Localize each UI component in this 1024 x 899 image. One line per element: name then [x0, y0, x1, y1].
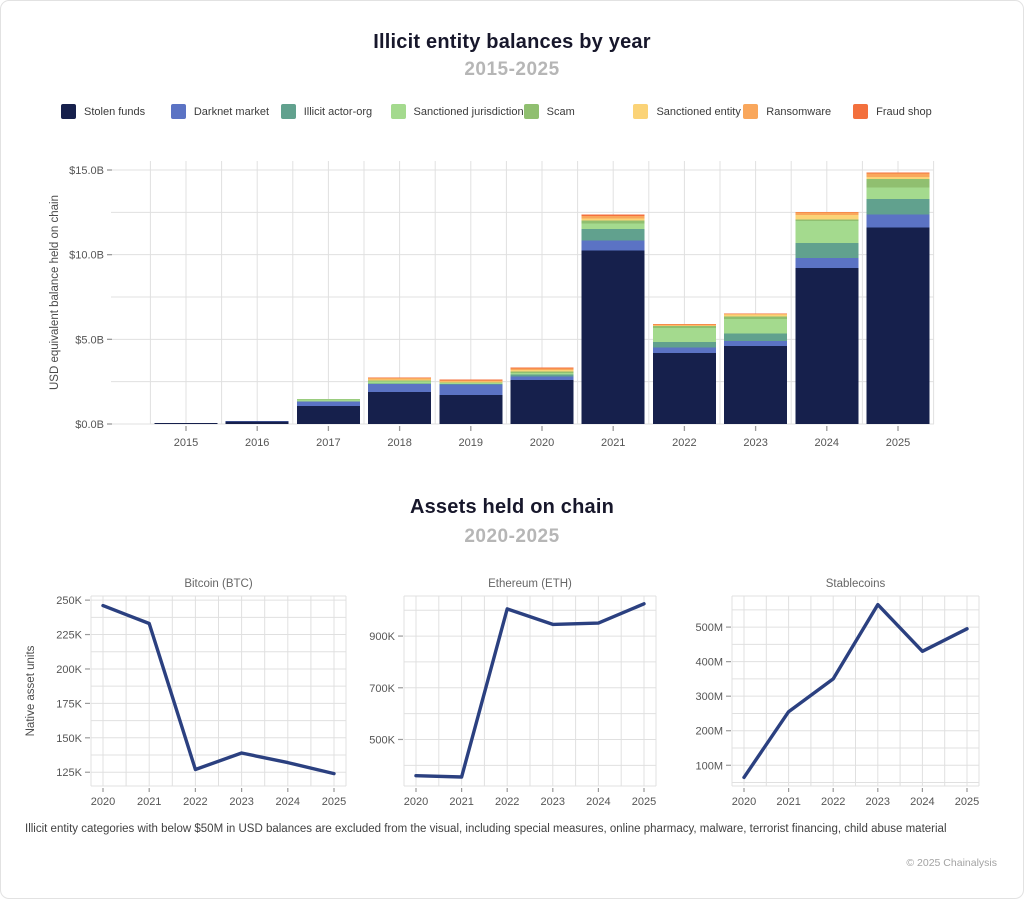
legend-label: Fraud shop: [876, 105, 932, 118]
bar-segment: [368, 377, 431, 378]
axes: [369, 631, 656, 808]
x-tick-label: 2016: [244, 437, 270, 449]
bar-segment: [368, 384, 431, 385]
legend-item: [281, 104, 391, 119]
x-tick-label: 2024: [586, 796, 611, 808]
bar-segment: [511, 375, 574, 377]
x-tick-label: 2024: [814, 437, 840, 449]
bar-segment: [795, 219, 858, 221]
legend-swatch: [61, 104, 76, 119]
y-tick-label: 900K: [369, 631, 395, 644]
x-tick-label: 2022: [183, 796, 208, 808]
bar-segment: [724, 314, 787, 315]
y-tick-label: 400M: [695, 656, 723, 669]
x-tick-label: 2022: [672, 437, 697, 449]
bar-segment: [439, 384, 502, 385]
bar-segment: [368, 380, 431, 381]
line-chart-ethereum-eth: [369, 578, 656, 808]
copyright: © 2025 Chainalysis: [906, 857, 997, 869]
gridlines: [732, 596, 979, 786]
legend-label: Darknet market: [193, 105, 270, 118]
bar-segment: [724, 334, 787, 341]
bar-segment: [653, 325, 716, 326]
legend-label: Stolen funds: [84, 105, 146, 118]
legend-item: [743, 104, 853, 119]
bar-segment: [511, 380, 574, 424]
x-tick-label: 2020: [403, 796, 429, 808]
chart-title: Ethereum (ETH): [488, 578, 572, 590]
y-tick-label: 175K: [56, 698, 82, 711]
asset-line-charts: [1, 571, 1023, 816]
y-tick-label: $15.0B: [69, 165, 104, 177]
bar-segment: [368, 392, 431, 424]
bar-segment: [867, 179, 930, 188]
bar-segment: [795, 243, 858, 258]
x-tick-label: 2015: [173, 437, 199, 449]
bar-segment: [795, 221, 858, 243]
bar-segment: [439, 395, 502, 424]
bar-segment: [653, 326, 716, 328]
bar-segment: [226, 421, 289, 422]
bar-segment: [795, 268, 858, 424]
legend-swatch: [633, 104, 648, 119]
y-tick-label: 500M: [695, 622, 723, 635]
assets-section-subtitle: 2020-2025: [464, 526, 560, 547]
legend-label: Sanctioned jurisdiction: [413, 105, 524, 118]
x-tick-label: 2024: [275, 796, 301, 808]
y-tick-label: 125K: [56, 767, 82, 780]
gridlines: [91, 596, 346, 786]
bar-segment: [867, 174, 930, 177]
x-tick-label: 2025: [885, 437, 911, 449]
legend-swatch: [391, 104, 406, 119]
x-tick-label: 2023: [865, 796, 891, 808]
x-tick-label: 2025: [631, 796, 657, 808]
y-tick-label: 100M: [695, 760, 723, 773]
y-tick-label: $0.0B: [75, 419, 104, 431]
bar-segment: [724, 316, 787, 319]
bar-segment: [724, 313, 787, 314]
bar-segment: [368, 384, 431, 392]
legend-item: [171, 104, 281, 119]
bar-segment: [582, 220, 645, 223]
x-tick-label: 2020: [731, 796, 757, 808]
bar-segment: [582, 240, 645, 250]
legend-item: [524, 104, 634, 119]
bar-segment: [653, 342, 716, 347]
gridlines: [404, 596, 656, 786]
x-tick-label: 2023: [540, 796, 566, 808]
x-tick-label: 2021: [136, 796, 162, 808]
x-tick-label: 2018: [387, 437, 412, 449]
x-tick-label: 2017: [316, 437, 341, 449]
y-tick-label: 200K: [56, 663, 82, 676]
bar-segment: [439, 382, 502, 383]
x-tick-label: 2021: [600, 437, 626, 449]
bar-segment: [368, 381, 431, 383]
bar-segment: [297, 399, 360, 400]
legend-label: Illicit actor-org: [303, 105, 373, 118]
bar-segment: [724, 315, 787, 317]
axes: [695, 622, 979, 808]
y-tick-label: $5.0B: [75, 334, 104, 347]
legend-swatch: [171, 104, 186, 119]
bar-segment: [724, 341, 787, 346]
stacked-bar-chart: [1, 141, 1023, 471]
y-tick-label: $10.0B: [69, 249, 104, 262]
x-tick-label: 2022: [820, 796, 846, 808]
assets-section-title: Assets held on chain: [409, 496, 615, 518]
legend-swatch: [743, 104, 758, 119]
bar-segment: [795, 213, 858, 216]
legend-item: [853, 104, 963, 119]
legend-swatch: [524, 104, 539, 119]
bar-segment: [297, 406, 360, 424]
x-tick-label: 2019: [458, 437, 484, 449]
page-subtitle: 2015-2025: [464, 59, 560, 80]
bar-segment: [511, 370, 574, 371]
bar-segment: [439, 379, 502, 380]
x-tick-label: 2023: [229, 796, 254, 808]
legend-label: Ransomware: [766, 105, 832, 118]
bar-segment: [439, 385, 502, 395]
legend-swatch: [281, 104, 296, 119]
x-tick-label: 2023: [743, 437, 768, 449]
bar-segment: [226, 421, 289, 424]
bar-segment: [582, 219, 645, 221]
y-tick-label: 300M: [695, 691, 723, 704]
bar-segment: [582, 216, 645, 219]
line-chart-stablecoins: [695, 578, 979, 808]
bar-segment: [439, 383, 502, 384]
bar-segment: [653, 328, 716, 342]
x-tick-label: 2021: [776, 796, 801, 808]
bar-segment: [155, 423, 218, 424]
bar-segment: [582, 214, 645, 216]
x-tick-label: 2025: [321, 796, 347, 808]
bar-segment: [582, 224, 645, 229]
legend-swatch: [853, 104, 868, 119]
y-axis-title: USD equivalent balance held on chain: [49, 195, 61, 390]
chart-title: Bitcoin (BTC): [184, 578, 253, 590]
bar-segment: [867, 214, 930, 227]
line-chart-bitcoin-btc: [25, 578, 346, 808]
legend: [61, 104, 963, 119]
bar-segment: [867, 188, 930, 200]
y-tick-label: 200M: [695, 725, 723, 738]
y-tick-label: 700K: [369, 682, 395, 695]
bar-segment: [582, 229, 645, 241]
bar-segment: [867, 199, 930, 214]
x-tick-label: 2025: [954, 796, 980, 808]
legend-item: [391, 104, 524, 119]
x-tick-label: 2020: [529, 437, 555, 449]
bar-segment: [795, 215, 858, 219]
bar-segment: [439, 382, 502, 383]
x-tick-label: 2021: [449, 796, 474, 808]
bar-segment: [795, 258, 858, 268]
x-tick-label: 2024: [910, 796, 935, 808]
x-tick-label: 2020: [90, 796, 116, 808]
legend-label: Scam: [546, 105, 575, 118]
bar-segment: [368, 379, 431, 380]
bar-segment: [867, 228, 930, 424]
bar-segment: [653, 347, 716, 353]
y-tick-label: 225K: [56, 629, 82, 642]
y-tick-label: 250K: [56, 595, 82, 608]
bar-segment: [724, 319, 787, 334]
legend-item: [61, 104, 171, 119]
bar-segment: [795, 212, 858, 213]
y-tick-label: 500K: [369, 734, 395, 747]
bar-segment: [724, 346, 787, 424]
footnote: Illicit entity categories with below $50M in USD balances are excluded from the visual, including special measures, online pharmacy, malware, terrorist financing, child abuse material: [25, 823, 947, 835]
legend-label: Sanctioned entity: [656, 105, 741, 118]
axes: [56, 595, 346, 808]
bar-segment: [653, 353, 716, 424]
bar-segment: [297, 400, 360, 402]
y-axis-title: Native asset units: [25, 645, 37, 737]
page-title: Illicit entity balances by year: [373, 31, 651, 53]
bar-segment: [439, 380, 502, 381]
bar-segment: [582, 250, 645, 424]
bar-segment: [511, 372, 574, 373]
y-tick-label: 150K: [56, 732, 82, 745]
bar-segment: [867, 173, 930, 174]
x-tick-label: 2022: [494, 796, 520, 808]
chart-title: Stablecoins: [825, 578, 886, 590]
bar-segment: [297, 402, 360, 407]
bar-segment: [653, 324, 716, 325]
bar-segment: [653, 325, 716, 326]
bar-segment: [511, 373, 574, 375]
bar-segment: [511, 368, 574, 370]
legend-item: [633, 104, 743, 119]
bar-segment: [511, 377, 574, 380]
bar-segment: [511, 368, 574, 369]
bar-segment: [867, 177, 930, 179]
bar-segment: [368, 378, 431, 379]
